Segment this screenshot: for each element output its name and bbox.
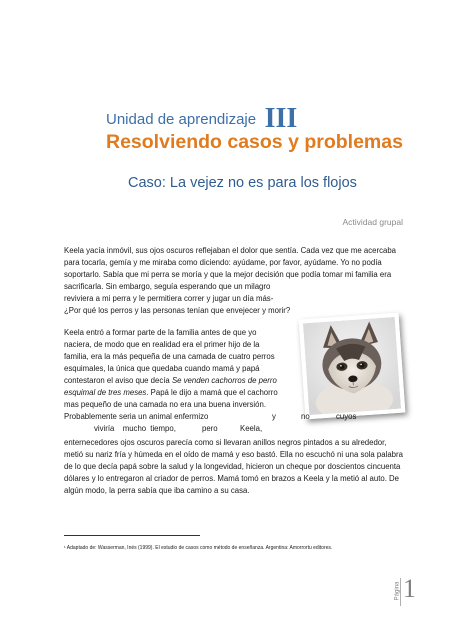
footnote: ¹ Adaptado de: Wasserman, Inés (1999). El estudio de casos como método de enseñanza. Argentina: Amorrortu editores.	[64, 545, 333, 551]
paragraph-2	[64, 327, 357, 435]
text-line: ¿Por qué los perros y las personas tenían que envejecer y morir?	[64, 306, 291, 315]
text-segment: mucho tiempo,	[122, 424, 176, 433]
text-line: metió su nariz fría y húmeda en el oído de mamá y eso bastó. Ella no escuchó ni una sola palabra	[64, 450, 403, 459]
text-line	[64, 423, 294, 435]
text-line: mas pequeño de una camada no era una buena inversión.	[64, 400, 266, 409]
text-line: sacrificarla. Sin embargo, seguía esperando que un milagro	[64, 282, 271, 291]
page-label: Página	[394, 581, 401, 601]
italic-quote: Se venden cachorros de perro	[171, 376, 277, 385]
text-line	[64, 375, 294, 387]
text-segment: cuyos	[336, 412, 357, 421]
unit-label: Unidad de aprendizaje	[106, 111, 257, 128]
page-digit: 1	[403, 574, 416, 603]
text-line: Keela entró a formar parte de la familia antes de que yo	[64, 328, 257, 337]
text-line: de lo que decía papá sobre la salud y la longevidad, hicieron un cheque por doscientos cincuenta	[64, 462, 401, 471]
page-title: Resolviendo casos y problemas	[106, 131, 403, 153]
text-line: soportarlo. Sabía que mi perra se moría y que la mejor decisión que podía tomar mi familia era	[64, 270, 392, 279]
paragraph-3	[64, 437, 410, 497]
unit-number: III	[264, 103, 298, 134]
text-line: algún modo, la perra sabía que iba camino a su casa.	[64, 486, 250, 495]
case-title: Caso: La vejez no es para los flojos	[128, 175, 357, 191]
text-line: naciera, de modo que en realidad era el primer hijo de la	[64, 340, 260, 349]
text-line: para tocarla, gemía y me miraba como diciendo: ayúdame, por favor, ayúdame. Yo no podía	[64, 258, 382, 267]
text-line: dólares y lo entregaron al criador de perros. Mamá tomó en brazos a Keela y la metió al auto. De	[64, 474, 400, 483]
activity-label: Actividad grupal	[342, 217, 403, 227]
text-line	[64, 387, 294, 399]
dog-photo	[299, 313, 406, 420]
text-segment: no	[301, 412, 310, 421]
text-line: esquimales, la única que quedaba cuando mamá y papá	[64, 364, 260, 373]
text-line: enternecedores ojos oscuros parecía como si llevaran anillos negros pintados a su alrededor,	[64, 438, 387, 447]
dog-photo-image	[303, 317, 401, 415]
text-segment: viviría	[94, 424, 115, 433]
text-line: reviviera a mi perra y le permitiera correr y jugar un día más-	[64, 294, 274, 303]
text-segment: pero	[202, 424, 218, 433]
page-number	[394, 574, 416, 606]
text-segment: Keela,	[240, 424, 263, 433]
text-line: Keela yacía inmóvil, sus ojos oscuros reflejaban el dolor que sentía. Cada vez que me acercaba	[64, 246, 396, 255]
text-segment: Probablemente seria un animal enfermizo	[64, 412, 209, 421]
text-line: familia, era la más pequeña de una camada de cuatro perros	[64, 352, 275, 361]
text-segment: y	[272, 412, 276, 421]
italic-quote: esquimal de tres meses	[64, 388, 147, 397]
text-segment: . Papá le dijo a mamá que el cachorro	[146, 388, 278, 397]
paragraph-1	[64, 245, 410, 317]
text-segment: contestaron el aviso que decía	[64, 376, 172, 385]
text-line	[64, 411, 357, 423]
unit-heading	[106, 103, 297, 133]
footnote-divider	[64, 535, 200, 536]
page-divider	[400, 578, 401, 606]
